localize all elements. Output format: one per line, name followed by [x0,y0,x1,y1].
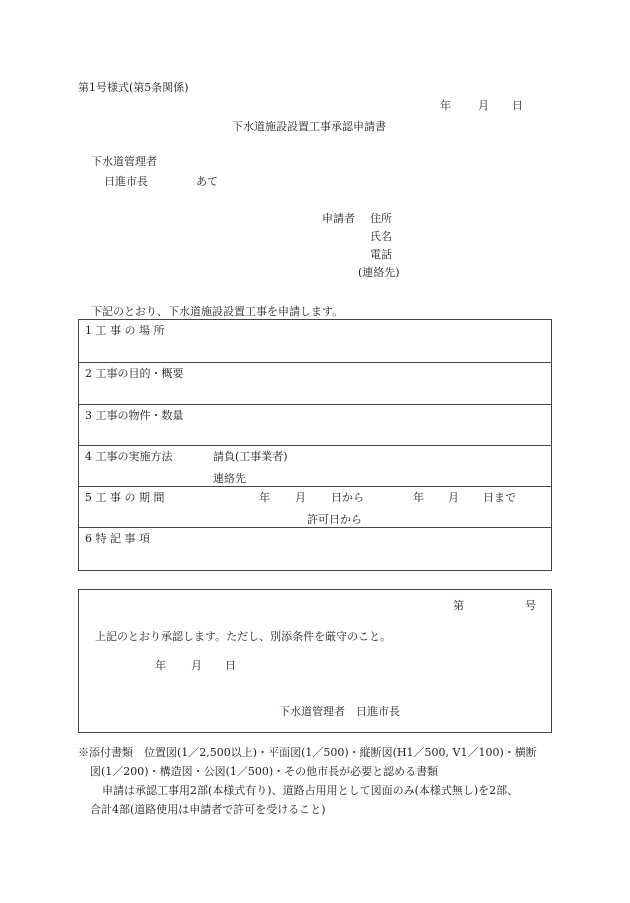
applicant-phone-label: 電話 [370,248,392,261]
approval-day-label: 日 [225,659,236,672]
notes-line-1: ※添付書類 位置図(1／2,500以上)・平面図(1／500)・縦断図(H1／500, V1／100)・横断 [78,746,537,759]
addressee-name: 日進市長 [104,175,148,188]
period-end-year: 年 [413,491,424,504]
approval-number-suffix: 号 [525,599,536,612]
approval-number-prefix: 第 [453,599,464,612]
approval-box [78,589,552,733]
period-start-year: 年 [259,491,270,504]
period-end-month: 月 [448,491,459,504]
application-table [78,319,552,571]
applicant-address-label: 住所 [370,212,392,225]
row-method-label: 4 工事の実施方法 [85,450,173,463]
row-location [79,320,551,362]
period-start-day: 日から [331,491,364,504]
date-day-label: 日 [512,99,523,112]
notes-line-4: 合計4部(道路使用は申請者で許可を受けること) [90,803,326,816]
document-title: 下水道施設設置工事承認申請書 [232,120,386,133]
row-objects [79,404,551,446]
approval-month-label: 月 [191,659,202,672]
approval-year-label: 年 [155,659,166,672]
row-method [79,445,551,487]
date-month-label: 月 [478,99,489,112]
addressee-suffix: あて [196,175,218,188]
applicant-label: 申請者 [322,212,355,225]
notes-line-2: 図(1／200)・構造図・公図(1／500)・その他市長が必要と認める書類 [90,765,439,778]
addressee-title: 下水道管理者 [91,155,157,168]
contractor-label: 請負(工事業者) [213,450,288,463]
contractor-contact-label: 連絡先 [213,472,246,485]
approval-signer: 下水道管理者 日進市長 [279,705,400,718]
period-permit-label: 許可日から [307,513,362,526]
applicant-contact-label: (連絡先) [358,266,400,279]
approval-statement: 上記のとおり承認します。ただし、別添条件を厳守のこと。 [95,630,392,643]
row-location-label: 1 工 事 の 場 所 [85,324,165,337]
intro-text: 下記のとおり、下水道施設設置工事を申請します。 [91,305,344,318]
period-start-month: 月 [295,491,306,504]
notes-line-3: 申請は承認工事用2部(本様式有り)、道路占用用として図面のみ(本様式無し)を2部、 [102,784,519,797]
period-end-day: 日まで [483,491,516,504]
row-purpose-label: 2 工事の目的・概要 [85,367,184,380]
row-period [79,486,551,528]
row-objects-label: 3 工事の物件・数量 [85,409,184,422]
row-remarks [79,527,551,571]
row-period-label: 5 工 事 の 期 間 [85,491,165,504]
row-remarks-label: 6 特 記 事 項 [85,532,150,545]
form-number: 第1号様式(第5条関係) [78,81,189,94]
row-purpose [79,362,551,405]
applicant-name-label: 氏名 [370,230,392,243]
date-year-label: 年 [440,99,451,112]
